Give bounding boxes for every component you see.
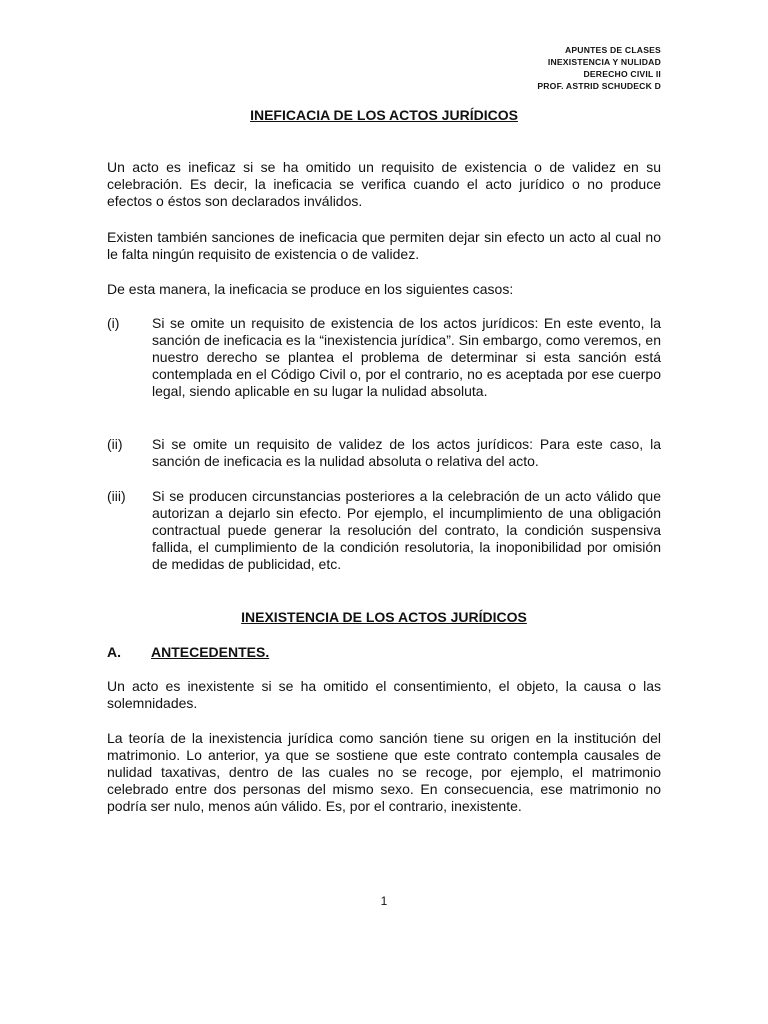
paragraph: De esta manera, la ineficacia se produce en los siguientes casos: <box>107 281 514 297</box>
list-item-number: (i) <box>107 315 120 331</box>
header-line-topic: INEXISTENCIA Y NULIDAD <box>547 57 661 67</box>
subsection-label: ANTECEDENTES. <box>151 644 270 660</box>
page-header <box>537 44 661 92</box>
subsection-heading <box>107 644 269 660</box>
list-item-number: (iii) <box>107 488 126 504</box>
list-item-number: (ii) <box>107 436 123 452</box>
header-line-course-notes: APUNTES DE CLASES <box>564 45 661 55</box>
section-title-ineficacia: INEFICACIA DE LOS ACTOS JURÍDICOS <box>250 107 518 123</box>
paragraph: Un acto es inexistente si se ha omitido el consentimiento, el objeto, la causa o las solemnidades. <box>107 678 661 711</box>
paragraph: La teoría de la inexistencia jurídica como sanción tiene su origen en la institución del matrimonio. Lo anterior, ya que se sostiene que este contrato contempla causales de nulidad taxativas, dentro de las cuales no se recoge, por ejemplo, el matrimonio celebrado entre dos personas del mismo sexo. En consecuencia, ese matrimonio no podría ser nulo, menos aún válido. Es, por el contrario, inexistente. <box>107 730 661 814</box>
subsection-letter: A. <box>107 644 121 660</box>
paragraph: Un acto es ineficaz si se ha omitido un requisito de existencia o de validez en su celebración. Es decir, la ineficacia se verifica cuando el acto jurídico o no produce efectos o éstos son declarados inválidos. <box>107 159 661 209</box>
list-item-text: Si se omite un requisito de validez de los actos jurídicos: Para este caso, la sanción de ineficacia es la nulidad absoluta o relativa del acto. <box>152 436 661 469</box>
section-title-inexistencia: INEXISTENCIA DE LOS ACTOS JURÍDICOS <box>241 609 527 625</box>
page-number: 1 <box>380 894 388 908</box>
header-line-professor: PROF. ASTRID SCHUDECK D <box>537 81 661 91</box>
list-item-text: Si se producen circunstancias posteriores a la celebración de un acto válido que autorizan a dejarlo sin efecto. Por ejemplo, el incumplimiento de una obligación contractual puede generar la resolución del contrato, la condición suspensiva fallida, el cumplimiento de la condición resolutoria, la inoponibilidad por omisión de medidas de publicidad, etc. <box>152 488 661 572</box>
paragraph: Existen también sanciones de ineficacia que permiten dejar sin efecto un acto al cual no le falta ningún requisito de existencia o de validez. <box>107 229 661 262</box>
header-line-subject: DERECHO CIVIL II <box>583 69 661 79</box>
list-item-text: Si se omite un requisito de existencia de los actos jurídicos: En este evento, la sanción de ineficacia es la “inexistencia jurídica”. Sin embargo, como veremos, en nuestro derecho se plantea el problema de determinar si esta sanción está contemplada en el Código Civil o, por el contrario, no es aceptada por ese cuerpo legal, siendo aplicable en su lugar la nulidad absoluta. <box>152 315 661 399</box>
